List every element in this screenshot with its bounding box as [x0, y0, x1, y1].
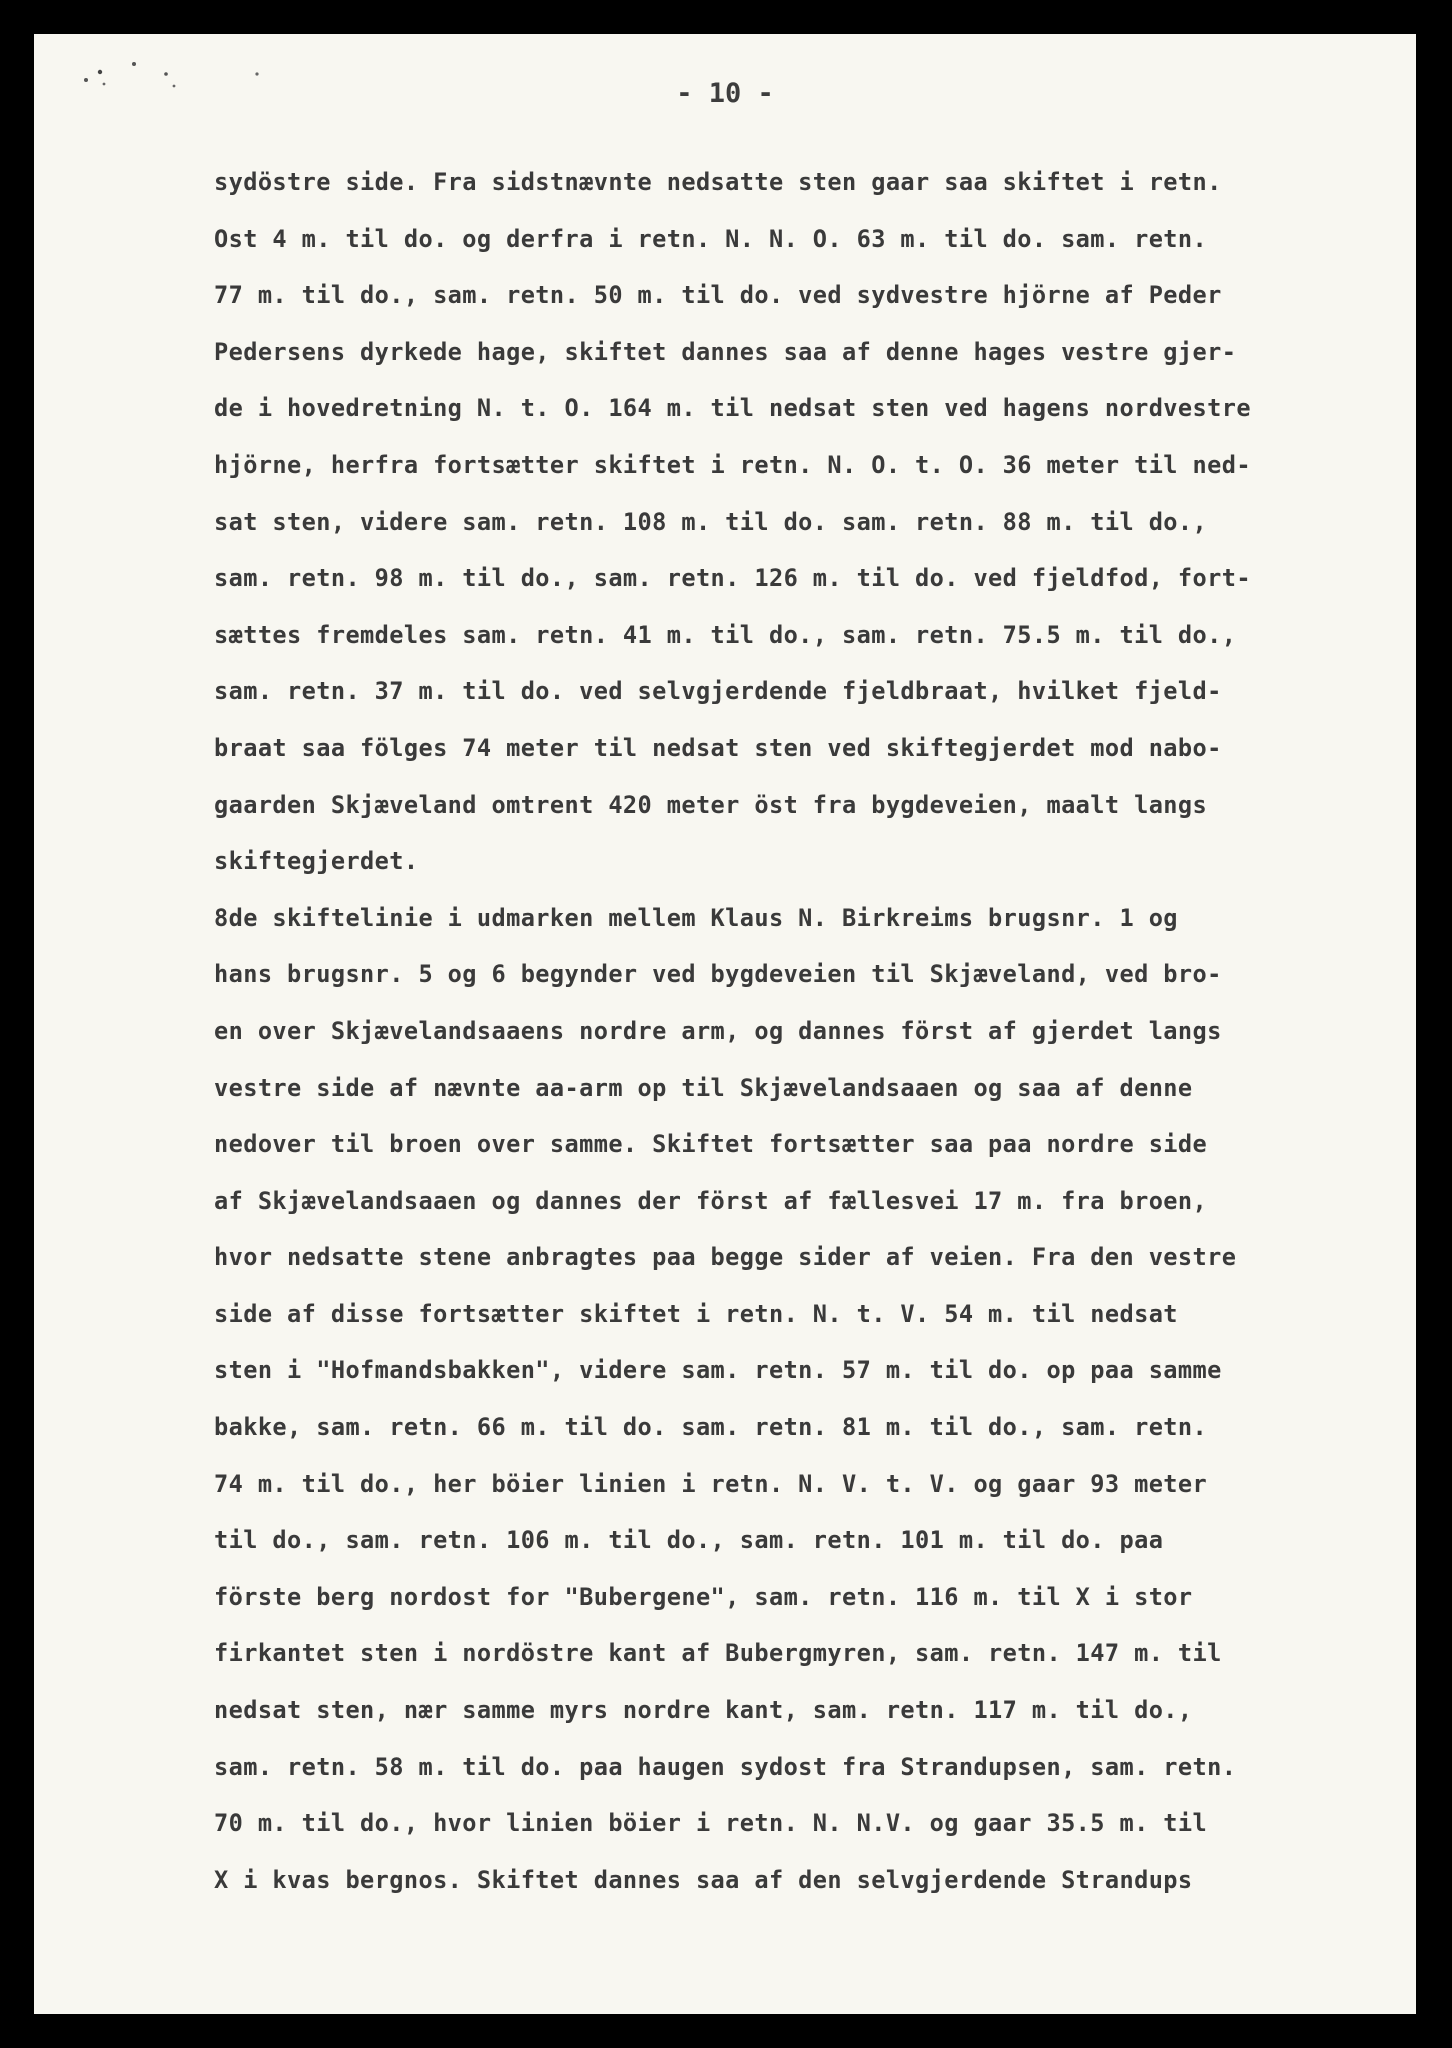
text-line: X i kvas bergnos. Skiftet dannes saa af den selvgjerdende Strandups [214, 1865, 1193, 1894]
text-line: side af disse fortsætter skiftet i retn. N. t. V. 54 m. til nedsat [214, 1299, 1178, 1328]
text-line: af Skjævelandsaaen og dannes der först af fællesvei 17 m. fra broen, [214, 1186, 1208, 1215]
text-line: gaarden Skjæveland omtrent 420 meter öst fra bygdeveien, maalt langs [214, 790, 1208, 819]
speck [164, 72, 168, 76]
speck [98, 70, 102, 74]
text-line: sam. retn. 37 m. til do. ved selvgjerdende fjeldbraat, hvilket fjeld- [214, 677, 1222, 706]
text-line: sættes fremdeles sam. retn. 41 m. til do., sam. retn. 75.5 m. til do., [214, 620, 1237, 649]
text-line: bakke, sam. retn. 66 m. til do. sam. retn. 81 m. til do., sam. retn. [214, 1413, 1208, 1442]
text-line: sat sten, videre sam. retn. 108 m. til do. sam. retn. 88 m. til do., [214, 507, 1208, 536]
text-line: braat saa fölges 74 meter til nedsat sten ved skiftegjerdet mod nabo- [214, 733, 1222, 762]
text-line: 77 m. til do., sam. retn. 50 m. til do. ved sydvestre hjörne af Peder [214, 281, 1222, 310]
text-line: firkantet sten i nordöstre kant af Bubergmyren, sam. retn. 147 m. til [214, 1639, 1222, 1668]
text-line: Ost 4 m. til do. og derfra i retn. N. N. O. 63 m. til do. sam. retn. [214, 224, 1208, 253]
text-line: 70 m. til do., hvor linien böier i retn. N. N.V. og gaar 35.5 m. til [214, 1809, 1208, 1838]
text-line: 74 m. til do., her böier linien i retn. N. V. t. V. og gaar 93 meter [214, 1469, 1208, 1498]
text-line: sydöstre side. Fra sidstnævnte nedsatte sten gaar saa skiftet i retn. [214, 168, 1222, 196]
text-line: skiftegjerdet. [214, 847, 419, 876]
text-line: en over Skjævelandsaaens nordre arm, og dannes först af gjerdet langs [214, 1016, 1222, 1045]
document-page [34, 34, 1416, 2014]
speck [255, 72, 258, 75]
text-line: Pedersens dyrkede hage, skiftet dannes saa af denne hages vestre gjer- [214, 337, 1237, 366]
text-line: sam. retn. 58 m. til do. paa haugen sydost fra Strandupsen, sam. retn. [214, 1752, 1237, 1781]
text-line: hvor nedsatte stene anbragtes paa begge sider af veien. Fra den vestre [214, 1243, 1237, 1272]
page-number: - 10 - [676, 78, 774, 109]
body-text [214, 154, 1416, 1908]
text-line: nedsat sten, nær samme myrs nordre kant, sam. retn. 117 m. til do., [214, 1696, 1193, 1725]
text-line: sam. retn. 98 m. til do., sam. retn. 126 m. til do. ved fjeldfod, fort- [214, 564, 1251, 593]
text-line: förste berg nordost for "Bubergene", sam. retn. 116 m. til X i stor [214, 1582, 1193, 1611]
text-line: hjörne, herfra fortsætter skiftet i retn. N. O. t. O. 36 meter til ned- [214, 450, 1251, 479]
text-line: sten i "Hofmandsbakken", videre sam. retn. 57 m. til do. op paa samme [214, 1356, 1222, 1385]
speck [132, 62, 136, 66]
text-line: vestre side af nævnte aa-arm op til Skjævelandsaaen og saa af denne [214, 1073, 1193, 1102]
text-line: de i hovedretning N. t. O. 164 m. til nedsat sten ved hagens nordvestre [214, 394, 1251, 423]
text-line: nedover til broen over samme. Skiftet fortsætter saa paa nordre side [214, 1130, 1208, 1159]
text-line: hans brugsnr. 5 og 6 begynder ved bygdeveien til Skjæveland, ved bro- [214, 960, 1222, 989]
text-line: til do., sam. retn. 106 m. til do., sam. retn. 101 m. til do. paa [214, 1526, 1164, 1555]
text-line: 8de skiftelinie i udmarken mellem Klaus N. Birkreims brugsnr. 1 og [214, 903, 1178, 932]
